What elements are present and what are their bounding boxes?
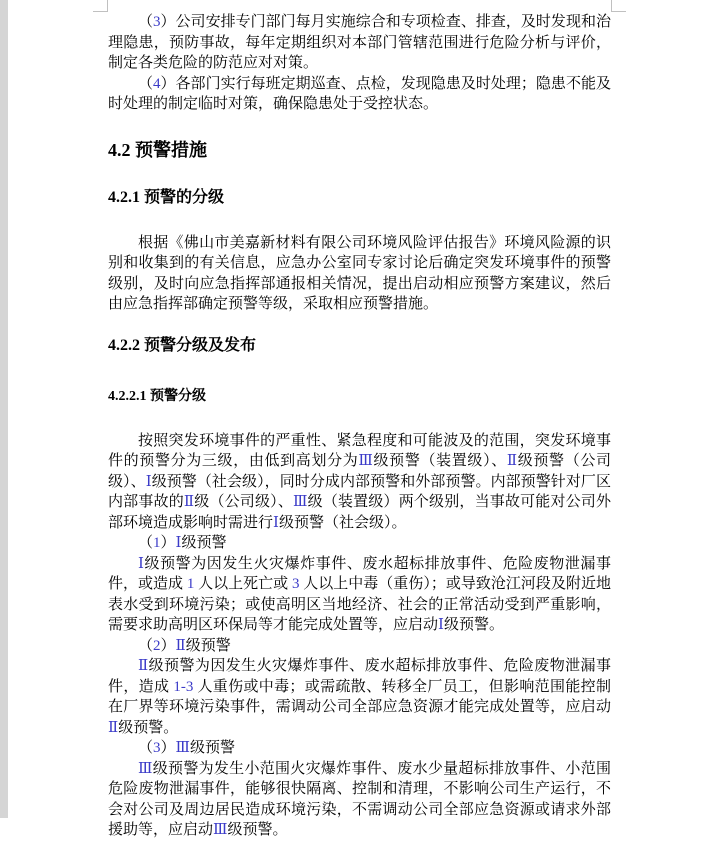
document-body bbox=[108, 12, 611, 841]
heading-4-2-2-1-warning-levels: 4.2.2.1 预警分级 bbox=[108, 388, 206, 404]
heading-4-2-warning-measures: 4.2 预警措施 bbox=[108, 139, 207, 160]
paragraph-level1-description: Ⅰ级预警为因发生火灾爆炸事件、废水超标排放事件、危险废物泄漏事件，或造成 1 人以上死亡或 3 人以上中毒（重伤）；或导致沧江河段及附近地表水受到环境污染；或使高明区当地经济、社会的正常活动受到严重影响，需要求助高明区环保局等才能完成处置等，应启动Ⅰ级预警。 bbox=[108, 555, 611, 633]
paragraph-level2-description: Ⅱ级预警为因发生火灾爆炸事件、废水超标排放事件、危险废物泄漏事件，造成 1-3 人重伤或中毒；或需疏散、转移全厂员工，但影响范围能控制在厂界等环境污染事件，需调动公司全部应急资源才能完成处置等，应启动Ⅱ级预警。 bbox=[108, 658, 611, 736]
list-label-level3-warning: （3）Ⅲ级预警 bbox=[138, 740, 236, 756]
paragraph-grading-overview: 按照突发环境事件的严重性、紧急程度和可能波及的范围，突发环境事件的预警分为三级，由低到高划分为Ⅲ级预警（装置级）、Ⅱ级预警（公司级）、Ⅰ级预警（社会级），同时分成内部预警和外部预警。内部预警针对厂区内部事故的Ⅱ级（公司级）、Ⅲ级（装置级）两个级别，当事故可能对公司外部环境造成影响时需进行Ⅰ级预警（社会级）。 bbox=[108, 432, 611, 531]
paragraph-level3-description: Ⅲ级预警为发生小范围火灾爆炸事件、废水少量超标排放事件、小范围危险废物泄漏事件，能够很快隔离、控制和清理，不影响公司生产运行，不会对公司及周边居民造成环境污染，不需调动公司全部应急资源或请求外部援助等，应启动Ⅲ级预警。 bbox=[108, 760, 611, 838]
page-left-gutter bbox=[0, 0, 8, 818]
heading-4-2-2-grading-and-release: 4.2.2 预警分级及发布 bbox=[108, 336, 257, 354]
list-label-level1-warning: （1）Ⅰ级预警 bbox=[138, 535, 227, 551]
text-boundary-mark-top-left bbox=[93, 0, 108, 12]
list-label-level2-warning: （2）Ⅱ级预警 bbox=[138, 637, 231, 654]
paragraph-shift-patrol: （4）各部门实行每班定期巡查、点检，发现隐患及时处理；隐患不能及时处理的制定临时对策，确保隐患处于受控状态。 bbox=[108, 75, 611, 112]
paragraph-monthly-inspection: （3）公司安排专门部门每月实施综合和专项检查、排查，及时发现和治理隐患，预防事故，每年定期组织对本部门管辖范围进行危险分析与评价，制定各类危险的防范应对对策。 bbox=[108, 14, 611, 71]
text-boundary-mark-top-right bbox=[611, 0, 626, 12]
heading-4-2-1-warning-grading: 4.2.1 预警的分级 bbox=[108, 188, 225, 206]
paragraph-grading-basis: 根据《佛山市美嘉新材料有限公司环境风险评估报告》环境风险源的识别和收集到的有关信息，应急办公室同专家讨论后确定突发环境事件的预警级别，及时向应急指挥部通报相关情况，提出启动相应预警方案建议，然后由应急指挥部确定预警等级，采取相应预警措施。 bbox=[108, 234, 611, 312]
